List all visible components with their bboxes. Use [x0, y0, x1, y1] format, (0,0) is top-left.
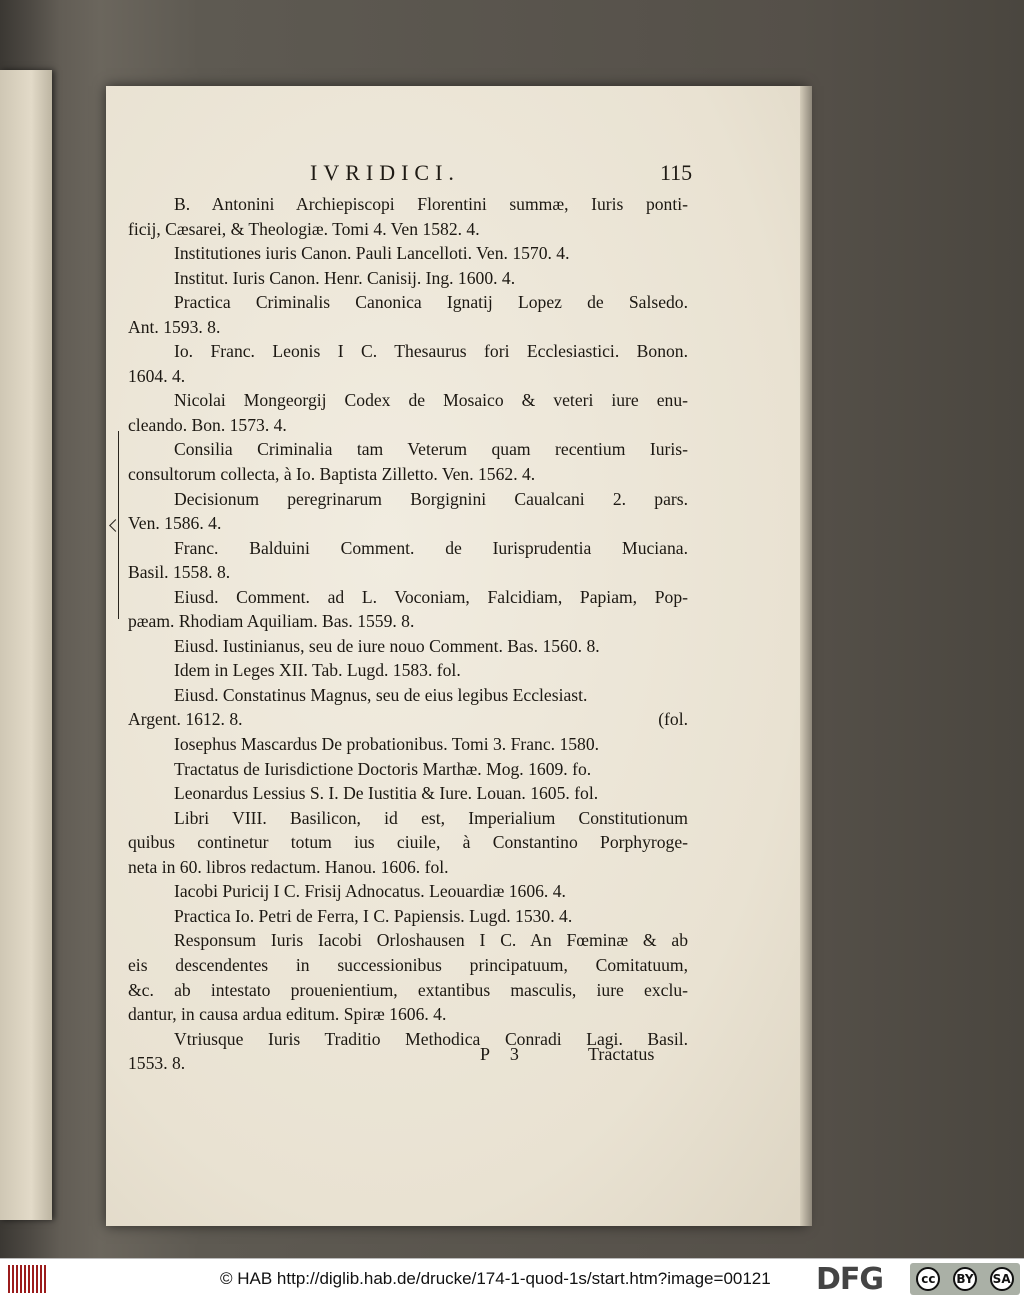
text-line: Consilia Criminalia tam Veterum quam recentium Iuris-: [174, 439, 688, 460]
page-body: [128, 192, 688, 1076]
dfg-logo: DFG: [816, 1262, 884, 1297]
text-line: Eiusd. Constatinus Magnus, seu de eius legibus Ecclesiast.: [174, 684, 588, 705]
text-line: Eiusd. Iustinianus, seu de iure nouo Comment. Bas. 1560. 8.: [174, 635, 600, 656]
text-line: Tractatus de Iurisdictione Doctoris Marthæ. Mog. 1609. fo.: [174, 758, 592, 779]
text-line: Leonardus Lessius S. I. De Iustitia & Iure. Louan. 1605. fol.: [174, 783, 599, 804]
text-line: B. Antonini Archiepiscopi Florentini summæ, Iuris ponti-: [174, 194, 688, 214]
credit-link[interactable]: © HAB http://diglib.hab.de/drucke/174-1-quod-1s/start.htm?image=00121: [220, 1269, 771, 1288]
text-line: dantur, in causa ardua editum. Spiræ 1606. 4.: [128, 1004, 447, 1025]
previous-page-edge: [0, 70, 52, 1220]
text-line-with-turnover: [128, 707, 688, 732]
text-line: Nicolai Mongeorgij Codex de Mosaico & veteri iure enu-: [174, 390, 688, 411]
text-line: Vtriusque Iuris Traditio Methodica Conradi Lagi. Basil.: [174, 1028, 688, 1049]
text-line: Responsum Iuris Iacobi Orloshausen I C. An Fœminæ & ab: [174, 930, 688, 951]
text-line: consultorum collecta, à Io. Baptista Zilletto. Ven. 1562. 4.: [128, 464, 536, 485]
text-line: Eiusd. Comment. ad L. Voconiam, Falcidiam, Papiam, Pop-: [174, 586, 688, 607]
text-line: Franc. Balduini Comment. de Iurisprudentia Muciana.: [174, 537, 688, 558]
cc-license-badge[interactable]: [910, 1263, 1020, 1295]
text-line: Ven. 1586. 4.: [128, 513, 222, 534]
text-line: Institut. Iuris Canon. Henr. Canisij. Ing. 1600. 4.: [174, 267, 516, 288]
text-line: Io. Franc. Leonis I C. Thesaurus fori Ecclesiastici. Bonon.: [174, 341, 688, 362]
sa-icon: SA: [990, 1267, 1014, 1291]
text-line: Practica Criminalis Canonica Ignatij Lopez de Salsedo.: [174, 292, 688, 313]
turnover-text: (fol.: [658, 709, 688, 730]
text-line: Idem in Leges XII. Tab. Lugd. 1583. fol.: [174, 660, 461, 681]
text-line: Decisionum peregrinarum Borgignini Caualcani 2. pars.: [174, 488, 688, 509]
text-line: Iosephus Mascardus De probationibus. Tomi 3. Franc. 1580.: [174, 734, 600, 755]
text-line: Basil. 1558. 8.: [128, 562, 231, 583]
text-line: Practica Io. Petri de Ferra, I C. Papiensis. Lugd. 1530. 4.: [174, 905, 573, 926]
hab-logo-icon: [8, 1265, 48, 1293]
text-line: Institutiones iuris Canon. Pauli Lancelloti. Ven. 1570. 4.: [174, 243, 570, 264]
cc-icon: cc: [916, 1267, 940, 1291]
text-line: Libri VIII. Basilicon, id est, Imperialium Constitutionum: [174, 807, 688, 828]
text-line: &c. ab intestato prouenientium, extantibus masculis, iure exclu-: [128, 979, 688, 1000]
text-line: Iacobi Puricij I C. Frisij Adnocatus. Leouardiæ 1606. 4.: [174, 881, 566, 902]
text-line: cleando. Bon. 1573. 4.: [128, 414, 287, 435]
text-line: quibus continetur totum ius ciuile, à Constantino Porphyroge-: [128, 832, 688, 853]
page-number: 115: [660, 160, 693, 185]
text-line: Ant. 1593. 8.: [128, 316, 221, 337]
signature-mark: P 3: [480, 1044, 527, 1064]
running-head: IVRIDICI.: [310, 160, 460, 185]
text-line: 1553. 8.: [128, 1053, 186, 1074]
text-segment: Argent. 1612. 8.: [128, 709, 243, 730]
text-line: neta in 60. libros redactum. Hanou. 1606. fol.: [128, 856, 449, 877]
text-line: ficij, Cæsarei, & Theologiæ. Tomi 4. Ven 1582. 4.: [128, 218, 480, 239]
page-edge-shadow: [800, 86, 812, 1226]
text-line: pæam. Rhodiam Aquiliam. Bas. 1559. 8.: [128, 611, 415, 632]
text-line: 1604. 4.: [128, 365, 186, 386]
by-icon: BY: [953, 1267, 977, 1291]
credit-bar: [0, 1258, 1024, 1299]
catchword: Tractatus: [588, 1044, 655, 1064]
text-line: eis descendentes in successionibus principatuum, Comitatuum,: [128, 954, 688, 975]
